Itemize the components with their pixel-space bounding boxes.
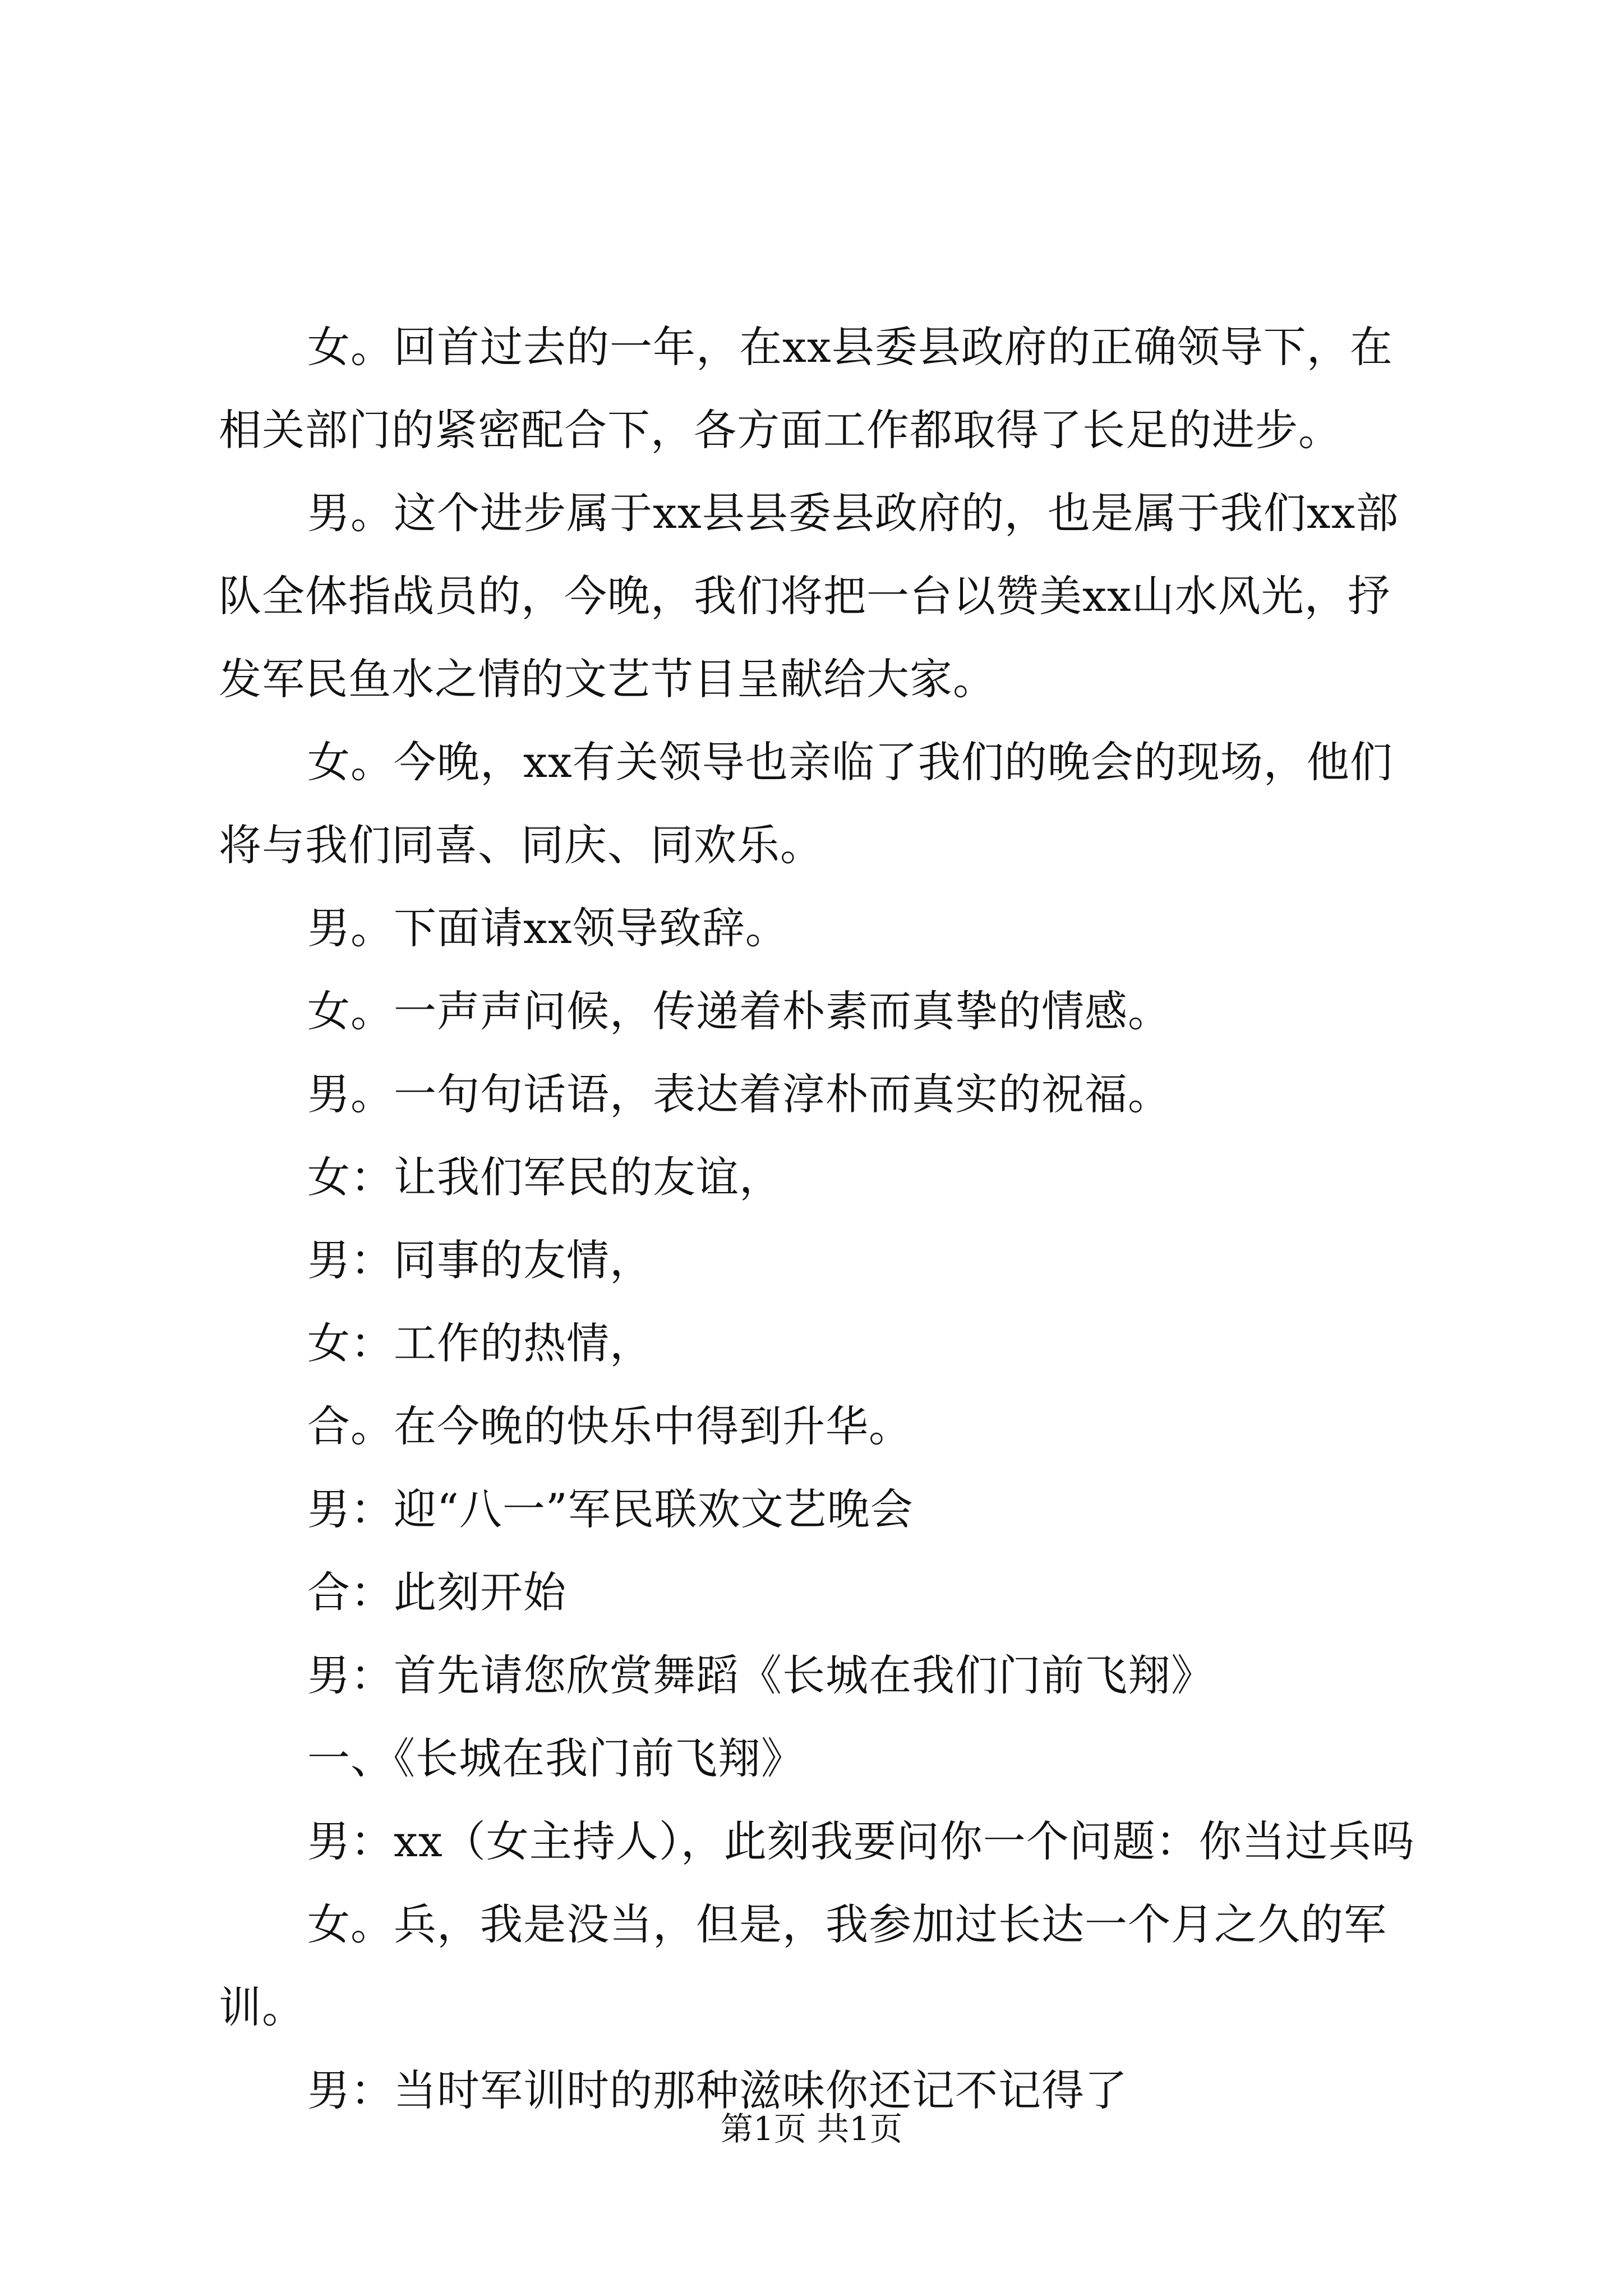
- paragraph: 女：工作的热情，: [307, 1318, 653, 1368]
- paragraph: 女。回首过去的一年，在xx县委县政府的正确领导下，在相关部门的紧密配合下，各方面工作都取得了长足的进步。: [219, 322, 1393, 455]
- paragraph: 男。下面请xx领导致辞。: [307, 903, 789, 953]
- paragraph: 男：同事的友情，: [307, 1235, 653, 1285]
- paragraph: 女。今晚，xx有关领导也亲临了我们的晚会的现场，他们将与我们同喜、同庆、同欢乐。: [219, 737, 1393, 870]
- paragraph: 一、《长城在我门前飞翔》: [307, 1733, 804, 1783]
- paragraph: 男。一句句话语，表达着淳朴而真实的祝福。: [307, 1069, 1171, 1119]
- paragraph: 男：首先请您欣赏舞蹈《长城在我们门前飞翔》: [307, 1650, 1214, 1700]
- paragraph: 合：此刻开始: [307, 1567, 566, 1617]
- document-body: [219, 306, 1430, 2132]
- paragraph: 合。在今晚的快乐中得到升华。: [307, 1401, 912, 1451]
- paragraph: 女：让我们军民的友谊，: [307, 1152, 782, 1202]
- paragraph: 男。这个进步属于xx县县委县政府的，也是属于我们xx部队全体指战员的，今晚，我们将把一台以赞美xx山水风光，抒发军民鱼水之情的文艺节目呈献给大家。: [219, 488, 1399, 704]
- paragraph: 女。兵，我是没当，但是，我参加过长达一个月之久的军训。: [219, 1899, 1387, 2032]
- paragraph: 女。一声声问候，传递着朴素而真挚的情感。: [307, 986, 1171, 1036]
- page-number-footer: 第1页 共1页: [720, 2110, 903, 2148]
- paragraph: 男：xx（女主持人），此刻我要问你一个问题：你当过兵吗: [307, 1816, 1415, 1866]
- paragraph: 男：当时军训时的那种滋味你还记不记得了: [307, 2065, 1128, 2115]
- paragraph: 男：迎“八一”军民联欢文艺晚会: [307, 1484, 914, 1534]
